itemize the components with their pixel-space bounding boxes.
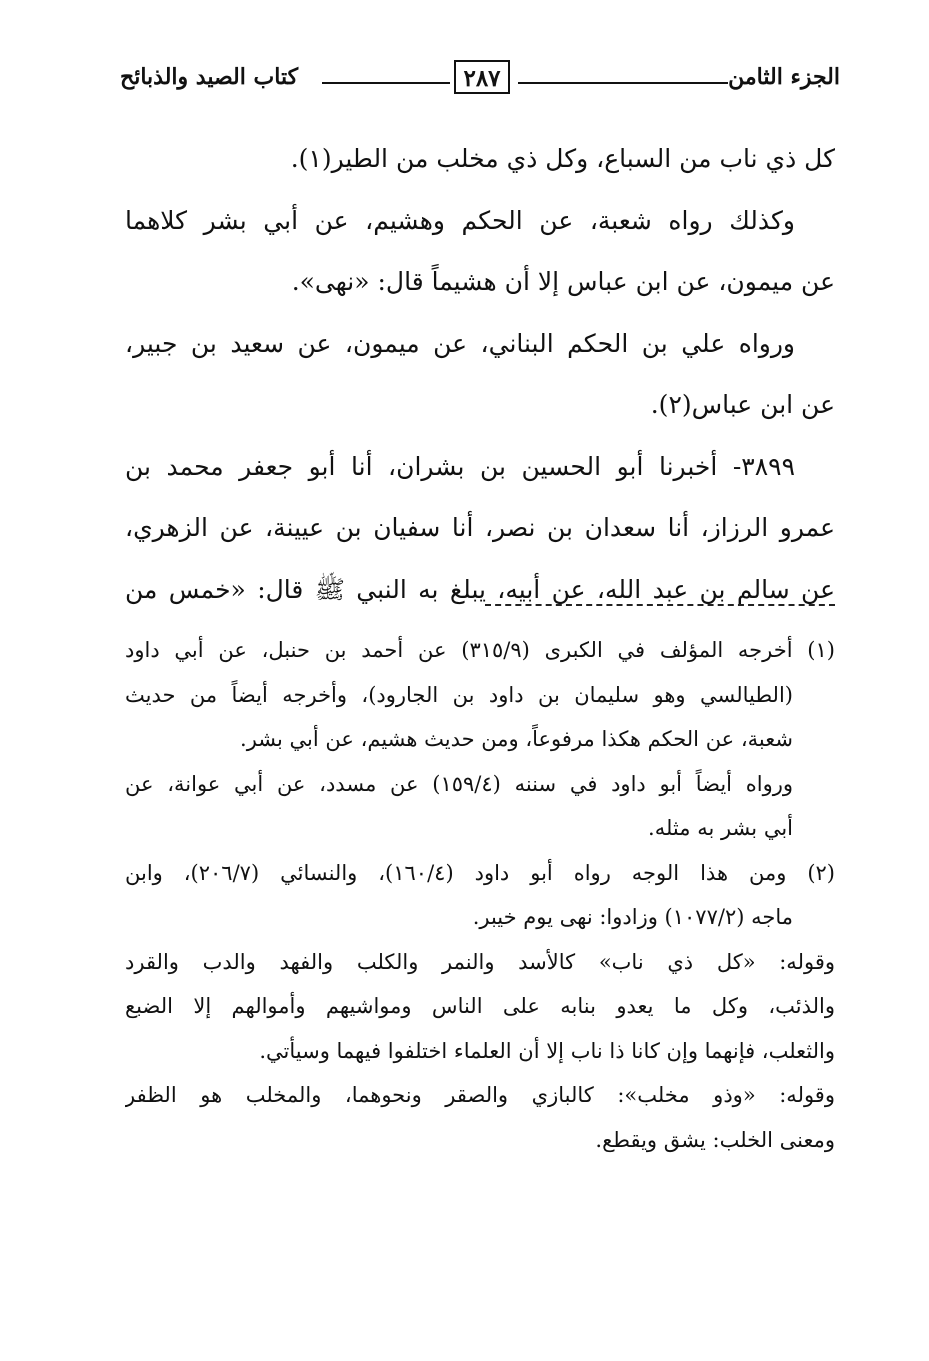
footnote-line: (الطيالسي وهو سليمان بن داود بن الجارود)، وأخرجه أيضاً من حديث	[125, 682, 793, 707]
footnote-line: شعبة، عن الحكم هكذا مرفوعاً، ومن حديث هشيم، عن أبي بشر.	[240, 727, 793, 751]
main-text	[125, 128, 835, 620]
text-line: وكذلك رواه شعبة، عن الحكم وهشيم، عن أبي بشر كلاهما	[125, 205, 795, 235]
volume-title: الجزء الثامن	[728, 64, 840, 90]
footnote-line: وقوله: «وذو مخلب»: كالبازي والصقر ونحوهما، والمخلب هو الظفر	[125, 1083, 835, 1107]
footnote-line: ومعنى الخلب: يشق ويقطع.	[595, 1127, 835, 1152]
footnote-line: (٢) ومن هذا الوجه رواه أبو داود (١٦٠/٤)، والنسائي (٢٠٦/٧)، وابن	[125, 860, 835, 885]
footnote-line: أبي بشر به مثله.	[648, 816, 793, 840]
text-line: عن ابن عباس(٢).	[650, 390, 835, 419]
page-number: ٢٨٧	[454, 60, 510, 94]
text-line: ورواه علي بن الحكم البناني، عن ميمون، عن سعيد بن جبير،	[125, 328, 795, 358]
footnote-line: وقوله: «كل ذي ناب» كالأسد والنمر والكلب والفهد والدب والقرد	[125, 949, 835, 974]
page-header	[120, 60, 840, 100]
footnote-separator	[485, 604, 835, 606]
text-line: ٣٨٩٩- أخبرنا أبو الحسين بن بشران، أنا أبو جعفر محمد بن	[125, 451, 795, 481]
footnote-line: والثعلب، فإنهما وإن كانا ذا ناب إلا أن العلماء اختلفوا فيهما وسيأتي.	[259, 1038, 835, 1063]
footnote-line: (١) أخرجه المؤلف في الكبرى (٣١٥/٩) عن أحمد بن حنبل، عن أبي داود	[125, 638, 835, 662]
footnotes	[125, 628, 835, 1162]
book-title: كتاب الصيد والذبائح	[120, 64, 299, 90]
text-line: عمرو الرزاز، أنا سعدان بن نصر، أنا سفيان بن عيينة، عن الزهري،	[125, 513, 835, 542]
footnote-line: والذئب، وكل ما يعدو بنابه على الناس ومواشيهم وأموالهم إلا الضبع	[125, 994, 835, 1018]
header-rule-left	[322, 82, 450, 84]
text-line: كل ذي ناب من السباع، وكل ذي مخلب من الطير(١).	[290, 144, 835, 173]
footnote-line: ورواه أيضاً أبو داود في سننه (١٥٩/٤) عن مسدد، عن أبي عوانة، عن	[125, 771, 793, 796]
text-line: عن سالم بن عبد الله، عن أبيه، يبلغ به النبي ﷺ قال: «خمس من	[125, 574, 835, 604]
text-line: عن ميمون، عن ابن عباس إلا أن هشيماً قال: «نهى».	[291, 267, 835, 296]
footnote-line: ماجه (١٠٧٧/٢) وزادوا: نهى يوم خيبر.	[472, 905, 793, 929]
header-rule-right	[518, 82, 728, 84]
